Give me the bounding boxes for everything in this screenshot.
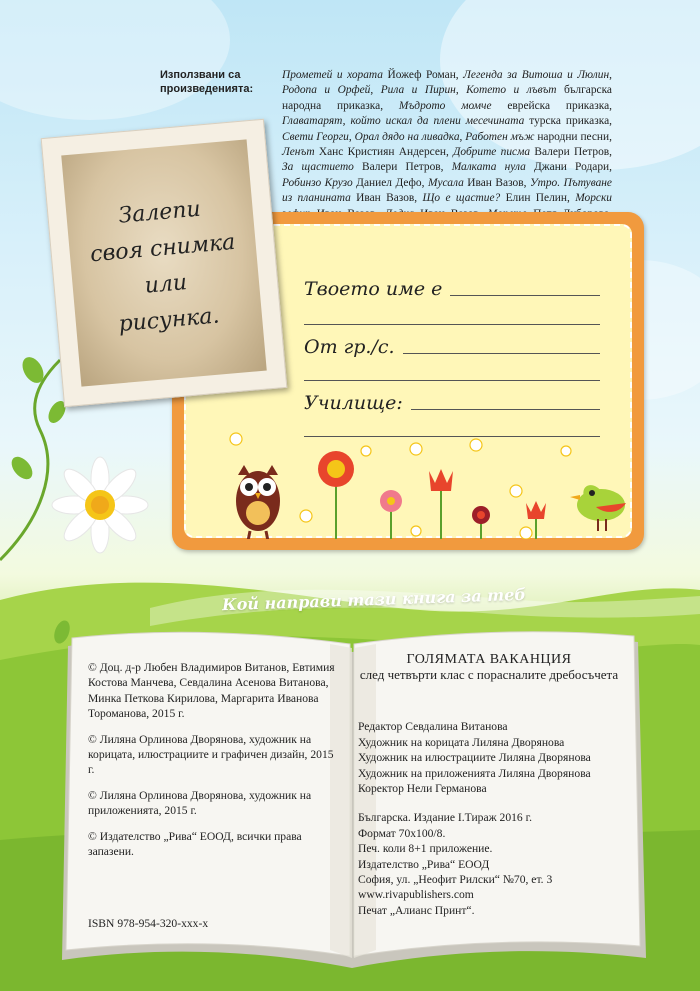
book-title-block (358, 652, 620, 683)
credits-title: Кой направи тази книга за теб (221, 584, 527, 615)
school-line[interactable] (411, 409, 600, 410)
source-work: Ленът (282, 146, 315, 159)
source-author: народни песни (534, 130, 610, 143)
source-work: За щастието (282, 161, 354, 174)
book-title: ГОЛЯМАТА ВАКАНЦИЯ (406, 652, 572, 667)
source-author: турска приказка (524, 115, 610, 128)
imprint-block (358, 652, 620, 918)
source-work: Мусала (427, 176, 464, 189)
name-row[interactable] (304, 274, 600, 300)
imprint-line: Българска. Издание I.Тираж 2016 г. (358, 811, 532, 825)
school-row[interactable] (304, 388, 600, 414)
source-work: Морски (575, 192, 612, 205)
town-row[interactable] (304, 332, 600, 358)
source-work: Рила и Пирин (380, 84, 456, 97)
imprint-line: Печ. коли 8+1 приложение. (358, 842, 493, 856)
book-subtitle: след четвърти клас с порасналите дребосъчета (359, 667, 619, 683)
bird-icon (570, 485, 626, 531)
photo-line: Залепи (117, 196, 202, 229)
source-work: Робинзо Крузо (282, 176, 353, 189)
copyright-line: © Лиляна Орлинова Дворянова, художник на приложенията, 2015 г. (88, 788, 312, 818)
source-work: Легенда за Витоша и Люлин (463, 69, 610, 81)
sources-heading: Използвани са произведенията: (160, 69, 254, 95)
source-work: Малката нула (451, 161, 526, 174)
source-author: еврейска приказка (491, 99, 610, 112)
photo-area[interactable] (61, 139, 267, 386)
source-author: Йожеф Роман (383, 69, 456, 81)
photo-line: или (143, 270, 189, 299)
credits-book (60, 628, 648, 973)
source-author: Даниел Дефо (352, 176, 422, 189)
owl-icon (236, 465, 280, 539)
imprint-line: Печат „Алианс Принт“. (358, 903, 475, 917)
source-author: Елин Пелин (500, 192, 567, 205)
copyright-line: © Издателство „Рива“ ЕООД, всички права запазени. (88, 829, 302, 859)
source-work: Добрите писма (453, 146, 531, 159)
copyright-line: © Лиляна Орлинова Дворянова, художник на корицата, илюстрациите и графичен дизайн, 2015 г. (88, 732, 334, 777)
source-author: българска народна приказка (282, 84, 612, 112)
imprint-line: Формат 70х100/8. (358, 826, 446, 840)
sources-list: Прометей и хората Йожеф Роман, Легенда за Витоша и Люлин, Родопа и Орфей, Рила и Пирин, Котето и лъвът българска народна приказка, Мъдрото момче еврейска приказка, Главатарят, който искал да плени месечината турска приказка, Свети Георги, Орал дядо на ливадка, Работен мъж народни песни, Ленът Ханс Кристиян Андерсен, Добрите писма Валери Петров, За щастието Валери Петров, Малката нула Джани Родари, Робинзо Крузо Даниел Дефо, Мусала Иван Вазов, Утро. Пътуване из планината Иван Вазов, Що е щастие? Елин Пелин, Морски (282, 68, 612, 237)
source-work: Орал дядо на ливадка (354, 130, 460, 143)
flowers-illustration (216, 431, 636, 539)
staff-line: Художник на корицата Лиляна Дворянова (358, 735, 565, 749)
name-line-2[interactable] (304, 324, 600, 325)
isbn: ISBN 978-954-320-xxx-x (88, 917, 209, 930)
staff-line: Редактор Севдалина Витанова (358, 720, 508, 734)
copyright-line: © Доц. д-р Любен Владимиров Витанов, Евтимия Костова Манчева, Севдалина Асенова Витанова, Минка Петкова Кирилова, Маргарита Иванова Тороманова, 2015 г. (88, 661, 335, 721)
source-work: Свети Георги (282, 130, 349, 143)
photo-frame[interactable] (41, 119, 288, 407)
photo-instruction (65, 187, 263, 347)
source-work: Що е щастие? (422, 192, 501, 205)
photo-line: рисунка. (117, 303, 221, 338)
imprint-line: София, ул. „Неофит Рилски“ №70, ет. 3 (358, 873, 553, 887)
town-line-2[interactable] (304, 380, 600, 381)
name-line[interactable] (450, 295, 600, 296)
source-author: Валери Петров (353, 161, 441, 174)
source-work: Прометей и хората (282, 69, 383, 81)
school-label: Училище: (304, 392, 403, 414)
town-label: От гр./с. (304, 336, 395, 358)
staff-line: Художник на приложенията Лиляна Дворянова (358, 766, 591, 780)
source-author: Джани Родари (525, 161, 610, 174)
staff-line: Художник на илюстрациите Лиляна Дворянова (358, 751, 591, 765)
website-link[interactable]: www.rivapublishers.com (358, 888, 474, 902)
source-work: Мъдрото момче (398, 99, 492, 112)
source-author: Ханс Кристиян Андерсен (314, 146, 446, 159)
source-work: Родопа и Орфей (282, 84, 371, 97)
source-author: Иван Вазов (463, 176, 524, 189)
source-author: Валери Петров (530, 146, 610, 159)
staff-line: Коректор Нели Германова (358, 782, 487, 796)
source-author: Иван Вазов (350, 192, 415, 205)
source-work: Утро. Пътуване из планината (282, 176, 612, 205)
source-work: Главатарят, който искал да плени месечината (282, 115, 525, 128)
town-line[interactable] (403, 353, 600, 354)
source-work: Работен мъж (465, 130, 535, 143)
imprint-line: Издателство „Рива“ ЕООД (358, 857, 490, 871)
name-label: Твоето име е (304, 278, 443, 300)
photo-line: своя снимка (89, 229, 237, 268)
source-work: Котето и лъвът (466, 84, 557, 97)
copyright-block (88, 660, 336, 869)
